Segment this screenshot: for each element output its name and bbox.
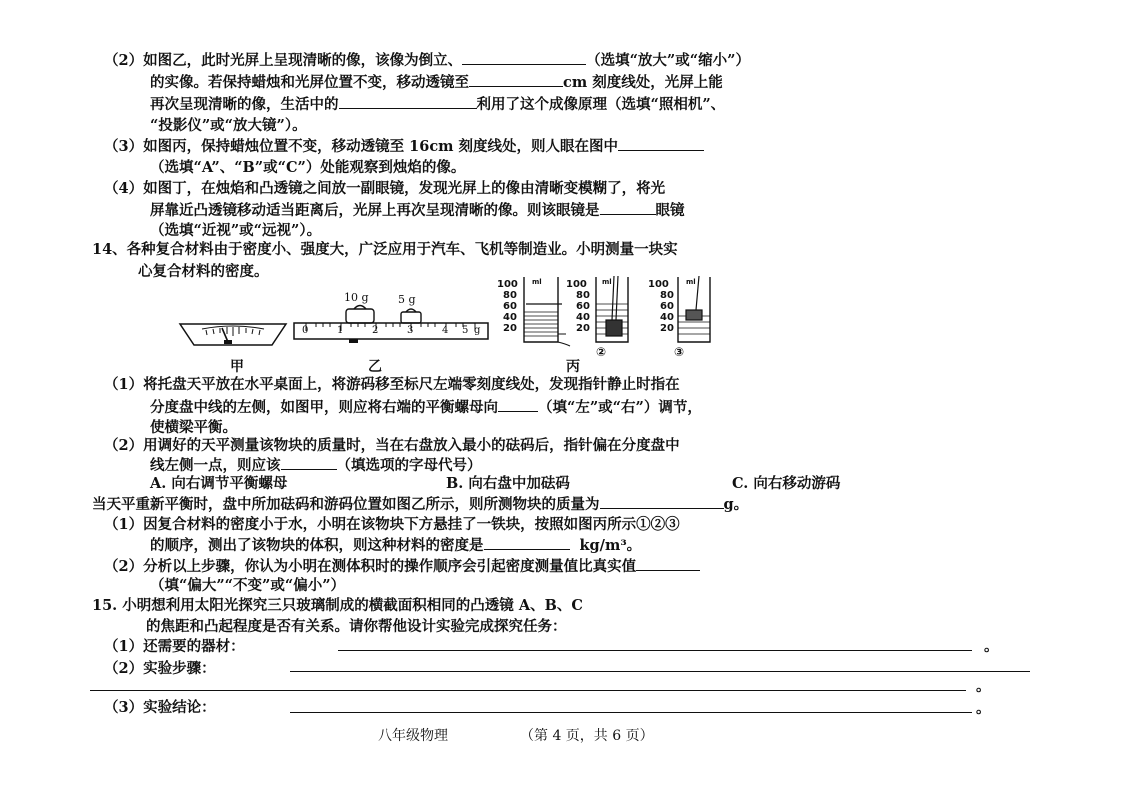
ruler-tick: 1 [337, 325, 344, 336]
cylinder-3-label: ③ [674, 345, 685, 358]
weight-10g-icon [346, 306, 374, 324]
q13-p2-text: 再次呈现清晰的像，生活中的 [150, 96, 339, 113]
q14-p4-text: （填“偏大”“不变”或“偏小”） [150, 577, 346, 594]
q13-p3-text: （3）如图丙，保持蜡烛位置不变，移动透镜至 16cm 刻度线处，则人眼在图中 [104, 138, 619, 155]
q15-conclusion-label: （3）实验结论： [104, 699, 216, 716]
q14-part4-line2 [150, 576, 345, 596]
q14-p2-text: （2）用调好的天平测量该物块的质量时，当在右盘放入最小的砝码后，指针偏在分度盘中 [104, 437, 680, 454]
ruler-tick: 3 [407, 325, 414, 336]
cylinder-1-scale [497, 279, 518, 334]
q13-p2-text: cm 刻度线处，光屏上能 [563, 74, 723, 91]
figure-label-bing: 丙 [566, 359, 580, 375]
q13-p4-text: 眼镜 [655, 202, 685, 219]
balance-dial-figure [176, 318, 290, 350]
ruler-tick: 5 [462, 325, 469, 336]
cyl-tick: 40 [660, 312, 674, 323]
q14-p3-text: 的顺序，测出了该物块的体积，则这种材料的密度是 [150, 537, 484, 554]
q14-p1-text: （1）将托盘天平放在水平桌面上，将游码移至标尺左端零刻度线处，发现指针静止时指在 [104, 376, 680, 393]
q14-p3-text: kg/m³。 [579, 537, 642, 554]
q13-p2-text: “投影仪”或“放大镜”）。 [150, 117, 307, 134]
cyl-tick: 100 [648, 279, 669, 290]
q13-p4-text: （选填“近视”或“远视”）。 [150, 222, 322, 239]
figure-label-yi: 乙 [368, 359, 382, 375]
q15-stem-text: 15. 小明想利用太阳光探究三只玻璃制成的横截面积相同的凸透镜 A、B、C [92, 597, 583, 614]
steps-answer-line-1[interactable] [290, 656, 1030, 672]
answer-blank[interactable] [618, 136, 704, 151]
cyl-tick: 20 [503, 323, 517, 334]
q14-p3-text: （1）因复合材料的密度小于水，小明在该物块下方悬挂了一铁块，按照如图丙所示①②③ [104, 516, 680, 533]
ruler-tick: g [474, 325, 481, 336]
q14-stem-line2 [138, 262, 269, 282]
q13-p2-text: 利用了这个成像原理（选填“照相机”、 [476, 96, 726, 113]
q13-part2-line4 [150, 116, 307, 136]
cyl-tick: 80 [576, 290, 590, 301]
cyl-tick: 40 [503, 312, 517, 323]
cyl-unit: ml [686, 278, 696, 286]
q13-part2-line2 [150, 72, 723, 93]
answer-blank[interactable] [636, 556, 700, 571]
answer-blank[interactable] [281, 455, 337, 470]
ruler-tick: 2 [372, 325, 379, 336]
cyl-tick: 60 [660, 301, 674, 312]
rider-marker [349, 339, 358, 343]
q15-equipment-label: （1）还需要的器材： [104, 638, 245, 655]
q14-p1-text: 分度盘中线的左侧，如图甲，则应将右端的平衡螺母向 [150, 399, 498, 416]
answer-blank[interactable] [600, 200, 656, 215]
cyl-tick: 100 [566, 279, 587, 290]
q15-conclusion-line [104, 698, 216, 718]
weight-label-5g: 5 g [398, 293, 416, 306]
q13-p2-text-b: （选填“放大”或“缩小”） [586, 52, 750, 69]
q13-p3-text: （选填“A”、“B”或“C”）处能观察到烛焰的像。 [150, 159, 466, 176]
q15-stem-line1 [92, 596, 583, 616]
q14-p1-text: （填“左”或“右”）调节， [538, 399, 702, 416]
q14-part2-line1 [104, 436, 680, 456]
ruler-tick: 0 [302, 325, 309, 336]
conclusion-answer-line[interactable] [290, 697, 972, 713]
q13-part2-line1 [104, 50, 750, 71]
cyl-tick: 20 [660, 323, 674, 334]
option-c[interactable]: C. 向右移动游码 [732, 475, 841, 492]
answer-blank[interactable] [469, 72, 563, 87]
q14-p2-text: 线左侧一点，则应该 [150, 457, 281, 474]
q13-part2-line3 [150, 94, 725, 115]
answer-blank[interactable] [484, 535, 570, 550]
footer-grade: 八年级物理 [378, 728, 448, 744]
option-a[interactable]: A. 向右调节平衡螺母 [150, 475, 288, 492]
q13-part4-line2 [150, 200, 685, 221]
q14-p1-text: 使横梁平衡。 [150, 419, 237, 436]
cyl-tick: 100 [497, 279, 518, 290]
answer-blank[interactable] [339, 94, 477, 109]
q13-part3-line1 [104, 136, 704, 157]
q14-part1-line1 [104, 375, 680, 395]
q14-stem-line1 [92, 240, 678, 260]
answer-blank[interactable] [600, 494, 724, 509]
q14-mass-line [92, 494, 748, 515]
cyl-tick: 40 [576, 312, 590, 323]
q13-p2-text: 的实像。若保持蜡烛和光屏位置不变，移动透镜至 [150, 74, 469, 91]
q14-part3-line1 [104, 515, 680, 535]
q15-conclusion-period: 。 [976, 700, 991, 717]
q13-p2-text-a: （2）如图乙，此时光屏上呈现清晰的像，该像为倒立、 [104, 52, 463, 69]
q15-stem-text: 的焦距和凸起程度是否有关系。请你帮他设计实验完成探究任务： [146, 618, 567, 635]
iron-block-icon [606, 320, 622, 336]
composite-block-icon [686, 310, 702, 320]
q13-part4-line1 [104, 179, 665, 199]
q14-mass-text: g。 [723, 496, 749, 513]
q15-steps-label: （2）实验步骤： [104, 660, 216, 677]
q15-equipment-period: 。 [984, 638, 999, 655]
q14-stem-text: 心复合材料的密度。 [138, 263, 269, 280]
ruler-tick: 4 [442, 325, 449, 336]
q14-mass-text: 当天平重新平衡时，盘中所加砝码和游码位置如图乙所示，则所测物块的质量为 [92, 496, 600, 513]
cylinder-2-label: ② [596, 345, 607, 358]
q13-p4-text: （4）如图丁，在烛焰和凸透镜之间放一副眼镜，发现光屏上的像由清晰变模糊了，将光 [104, 180, 666, 197]
graduated-cylinders-figure [496, 274, 726, 358]
q14-p2-text: （填选项的字母代号） [336, 457, 482, 474]
q14-part3-line2 [150, 535, 641, 556]
cyl-tick: 60 [576, 301, 590, 312]
footer-page-number: （第 4 页，共 6 页） [520, 728, 654, 744]
q14-part1-line3 [150, 418, 237, 438]
cylinder-3-scale [648, 279, 674, 334]
weight-5g-icon [401, 309, 421, 323]
cyl-unit: ml [602, 278, 612, 286]
q15-stem-line2 [146, 617, 567, 637]
answer-blank[interactable] [462, 50, 586, 65]
q14-part2-line2 [150, 455, 482, 476]
q14-stem-text: 14、各种复合材料由于密度小、强度大，广泛应用于汽车、飞机等制造业。小明测量一块实 [92, 241, 678, 258]
option-b[interactable]: B. 向右盘中加砝码 [446, 475, 570, 492]
weight-label-10g: 10 g [344, 291, 369, 304]
q14-p4-text: （2）分析以上步骤，你认为小明在测体积时的操作顺序会引起密度测量值比真实值 [104, 558, 637, 575]
steps-answer-line-2[interactable] [90, 675, 966, 691]
figure-label-jia: 甲 [230, 359, 244, 375]
q13-part3-line2 [150, 158, 465, 178]
answer-blank[interactable] [498, 397, 538, 412]
ruler-tick-labels [294, 325, 490, 339]
cylinder-2-scale [566, 279, 590, 334]
q13-part4-line3 [150, 221, 321, 241]
q13-p4-text: 屏靠近凸透镜移动适当距离后，光屏上再次呈现清晰的像。则该眼镜是 [150, 202, 600, 219]
q14-part1-line2 [150, 397, 702, 418]
cyl-tick: 80 [660, 290, 674, 301]
q15-steps-period: 。 [976, 678, 991, 695]
q14-part4-line1 [104, 556, 700, 577]
q15-equipment-line [104, 637, 245, 657]
equipment-answer-line[interactable] [338, 635, 972, 651]
cyl-unit: ml [532, 278, 542, 286]
cyl-tick: 80 [503, 290, 517, 301]
cyl-tick: 20 [576, 323, 590, 334]
cyl-tick: 60 [503, 301, 517, 312]
